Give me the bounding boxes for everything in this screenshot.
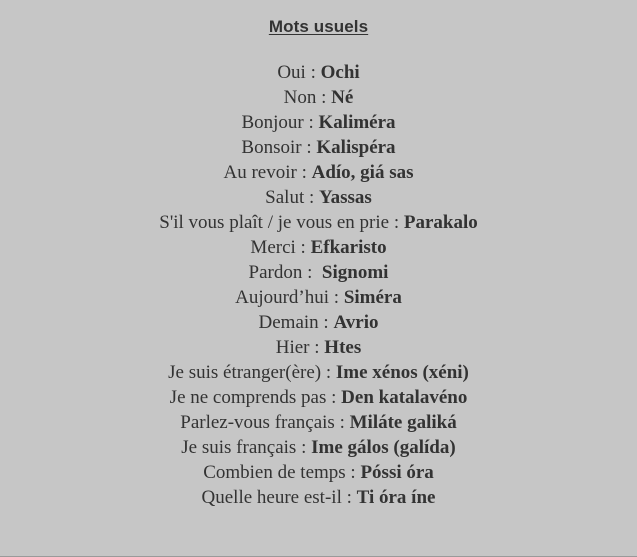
greek-translation: Póssi óra [360, 462, 434, 483]
phrase-item [0, 60, 637, 85]
separator: : [296, 162, 312, 183]
separator: : [318, 312, 334, 333]
phrase-item [0, 85, 637, 110]
phrase-item [0, 285, 637, 310]
separator: : [295, 237, 311, 258]
french-phrase: Parlez-vous français [180, 412, 335, 433]
greek-translation: Htes [324, 337, 362, 358]
greek-translation: Ochi [320, 62, 360, 83]
greek-translation: Ime gálos (galída) [311, 437, 456, 458]
french-phrase: Oui [277, 62, 306, 83]
separator: : [309, 337, 325, 358]
phrase-item [0, 335, 637, 360]
separator: : [305, 62, 321, 83]
phrase-item [0, 385, 637, 410]
separator: : [321, 362, 336, 383]
french-phrase: Non [283, 87, 317, 108]
separator: : [326, 387, 342, 408]
separator: : [303, 112, 319, 133]
french-phrase: Quelle heure est-il [201, 487, 342, 508]
greek-translation: Avrio [333, 312, 379, 333]
greek-translation: Kalispéra [316, 137, 396, 158]
french-phrase: Demain [258, 312, 319, 333]
french-phrase: Au revoir [223, 162, 297, 183]
greek-translation: Kaliméra [318, 112, 396, 133]
french-phrase: Hier [275, 337, 310, 358]
greek-translation: Efkaristo [310, 237, 387, 258]
greek-translation: Adío, giá sas [311, 162, 414, 183]
french-phrase: S'il vous plaît / je vous en prie [159, 212, 390, 233]
greek-translation: Signomi [317, 262, 389, 283]
phrase-item [0, 210, 637, 235]
section-title: Mots usuels [268, 17, 369, 36]
separator: : [334, 412, 350, 433]
phrase-item [0, 185, 637, 210]
separator: : [304, 187, 320, 208]
separator: : [301, 137, 317, 158]
separator: : [302, 262, 318, 283]
french-phrase: Bonjour [241, 112, 304, 133]
greek-translation: Yassas [319, 187, 372, 208]
phrase-item [0, 485, 637, 510]
phrase-item [0, 135, 637, 160]
phrase-item [0, 160, 637, 185]
french-phrase: Aujourd’hui [235, 287, 330, 308]
separator: : [341, 487, 357, 508]
separator: : [329, 287, 344, 308]
greek-translation: Né [331, 87, 354, 108]
greek-translation: Ime xénos (xéni) [335, 362, 469, 383]
french-phrase: Bonsoir [241, 137, 302, 158]
separator: : [389, 212, 404, 233]
french-phrase: Salut [265, 187, 305, 208]
french-phrase: Merci [250, 237, 296, 258]
phrase-item [0, 110, 637, 135]
french-phrase: Je suis étranger(ère) [168, 362, 322, 383]
french-phrase: Pardon [248, 262, 303, 283]
phrase-item [0, 235, 637, 260]
french-phrase: Je suis français [181, 437, 297, 458]
greek-translation: Parakalo [403, 212, 478, 233]
greek-translation: Den katalavéno [341, 387, 468, 408]
phrase-item [0, 260, 637, 285]
french-phrase: Je ne comprends pas [169, 387, 327, 408]
french-phrase: Combien de temps [203, 462, 346, 483]
phrase-item [0, 460, 637, 485]
separator: : [316, 87, 332, 108]
separator: : [296, 437, 312, 458]
phrase-item [0, 310, 637, 335]
greek-translation: Siméra [343, 287, 402, 308]
greek-translation: Ti óra íne [356, 487, 436, 508]
phrase-item [0, 360, 637, 385]
phrase-item [0, 410, 637, 435]
separator: : [345, 462, 361, 483]
phrase-item [0, 435, 637, 460]
greek-translation: Miláte galiká [349, 412, 457, 433]
phrase-list [0, 60, 637, 510]
